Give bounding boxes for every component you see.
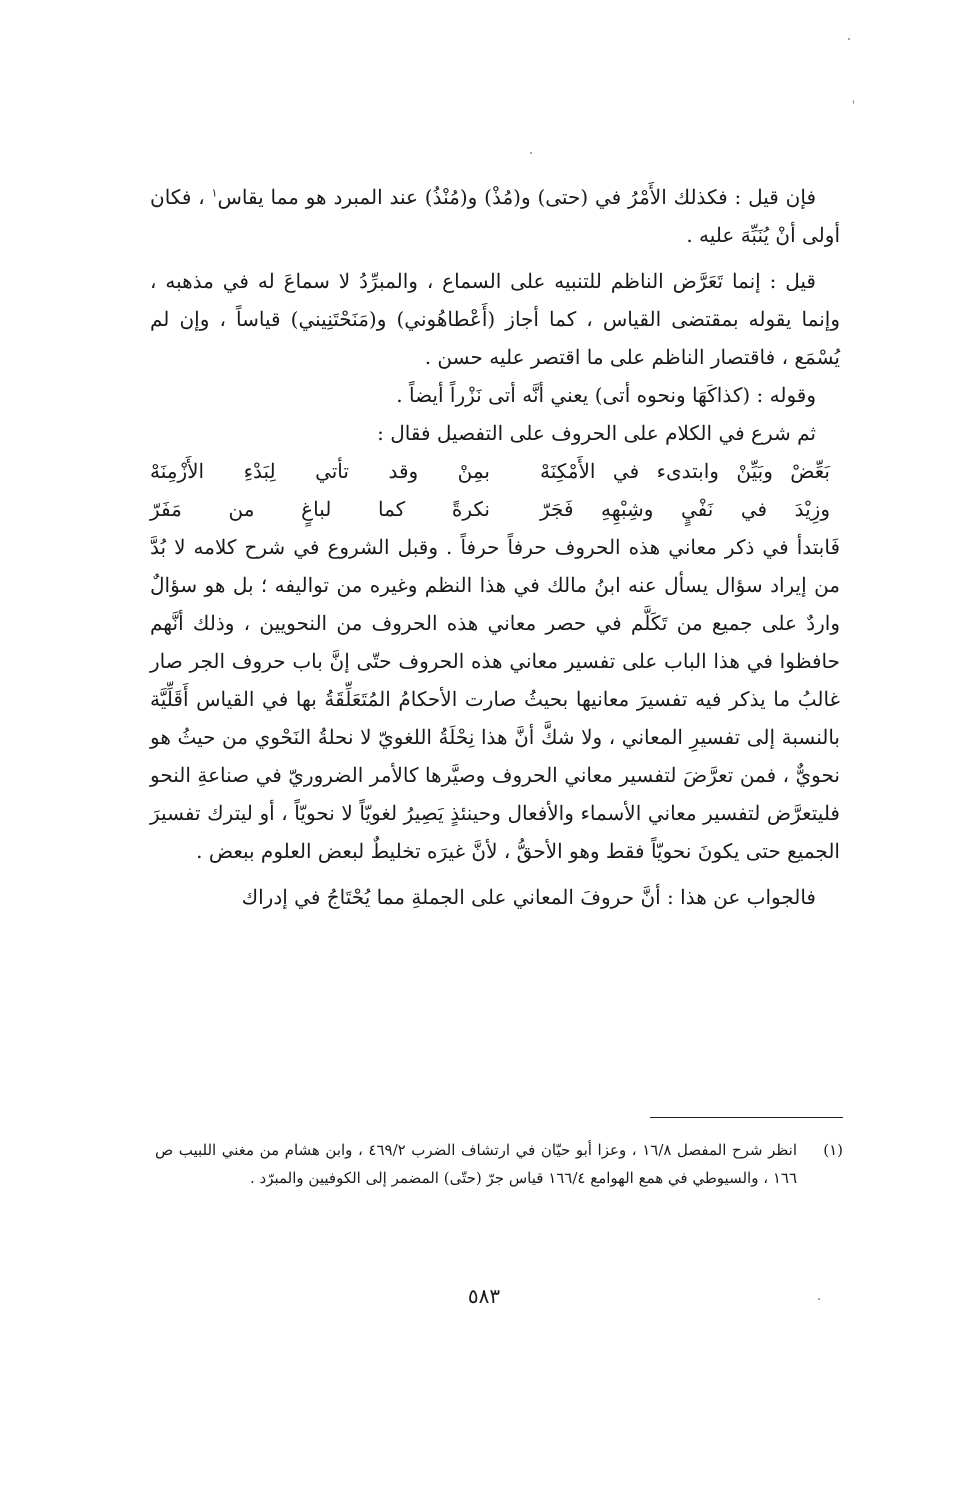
paragraph-2: قيل : إنما تَعَرَّض الناظم للتنبيه على السماع ، والمبرِّدُ لا سماعَ له في مذهبه ، وإنما يقوله بمقتضى القياس ، كما أجاز (أَعْطاهُوني) و(مَنَحْتَنِيني) قياساً ، وإن لم يُسْمَع ، فاقتصار الناظم على ما اقتصر عليه حسن . (150, 269, 840, 369)
verse-1-second-hemistich: بمِنْ وقد تأتي لِبَدْءِ الأَزْمِنَهْ (150, 459, 490, 483)
paragraph-1 (150, 178, 840, 254)
paragraph-1-continuation: ، فكان أولى أنْ يُنَبِّهَ عليه . (150, 185, 840, 247)
paragraph-4: ثم شرع في الكلام على الحروف على التفصيل فقال : (377, 421, 816, 445)
verse-line-1 (150, 452, 840, 490)
scan-speck (848, 38, 850, 40)
footnote (155, 1136, 843, 1192)
footnote-number: (١) (823, 1141, 843, 1159)
paragraph-1-text: فإن قيل : فكذلك الأَمْرُ في (حتى) و(مُذْ) و(مُنْذُ) عند المبرد هو مما يقاس (217, 185, 817, 209)
verse-1-first-hemistich: بَعِّضْ وبَيِّنْ وابتدىء في الأَمْكِنَهْ (540, 459, 830, 483)
verse-line-2 (150, 490, 840, 528)
verse-2-second-hemistich: نكرةً كما لباغٍ من مَفَرّ (150, 497, 490, 521)
paragraph-6: فالجواب عن هذا : أنَّ حروفَ المعاني على الجملةِ مما يُحْتَاجُ في إدراك (241, 885, 816, 909)
paragraph-5: فَابتدأ في ذكر معاني هذه الحروف حرفاً حرفاً . وقبل الشروع في شرح كلامه لا بُدَّ من إيراد سؤال يسأل عنه ابنُ مالك في هذا النظم وغيره من تواليفه ؛ بل هو سؤالٌ واردٌ على جميع من تَكَلَّم في حصر معاني هذه الحروف من النحويين ، وذلك أنَّهم حافظوا في هذا الباب على تفسير معاني هذه الحروف حتّى إنَّ باب حروف الجر صار غالبُ ما يذكر فيه تفسيرَ معانيها بحيثُ صارت الأحكامُ المُتَعَلِّقَةُ بها في القياس أَقَلِّيَّة بالنسبة إلى تفسيرِ المعاني ، ولا شكَّ أنَّ هذا نِحْلَةُ اللغويّ لا نحلةُ النَحْوي من حيثُ هو نحويٌّ ، فمن تعرَّضَ لتفسير معاني الحروف وصيَّرها كالأمر الضروريّ في صناعةِ النحو فليتعرَّض لتفسير معاني الأسماء والأفعال وحينئذٍ يَصِيرُ لغويّاً لا نحويّاً ، أو ليترك تفسيرَ الجميع حتى يكونَ نحويّاً فقط وهو الأحقُّ ، لأنَّ غيرَه تخليطٌ لبعض العلوم ببعض . (150, 535, 840, 863)
footnote-text: انظر شرح المفصل ١٦/٨ ، وعزا أبو حيّان في ارتشاف الضرب ٤٦٩/٢ ، وابن هشام من مغني اللبيب ص ١٦٦ ، والسيوطي في همع الهوامع ١٦٦/٤ قياس جرّ (حتّى) المضمر إلى الكوفيين والمبرّد . (155, 1141, 797, 1187)
verse-2-first-hemistich: وزِيْدَ في نَفْيٍ وشِبْهِهِ فَجَرّ (540, 497, 830, 521)
footnote-marker: ١ (211, 186, 218, 200)
main-text (150, 178, 840, 916)
scan-speck (530, 152, 532, 154)
scan-speck (853, 100, 854, 104)
page-number: ٥٨٣ (467, 1284, 501, 1308)
paragraph-3: وقوله : (كذاكَهَا ونحوه أتى) يعني أنَّه أتى نَزْراً أيضاً . (396, 383, 816, 407)
footnote-separator (650, 1117, 843, 1118)
